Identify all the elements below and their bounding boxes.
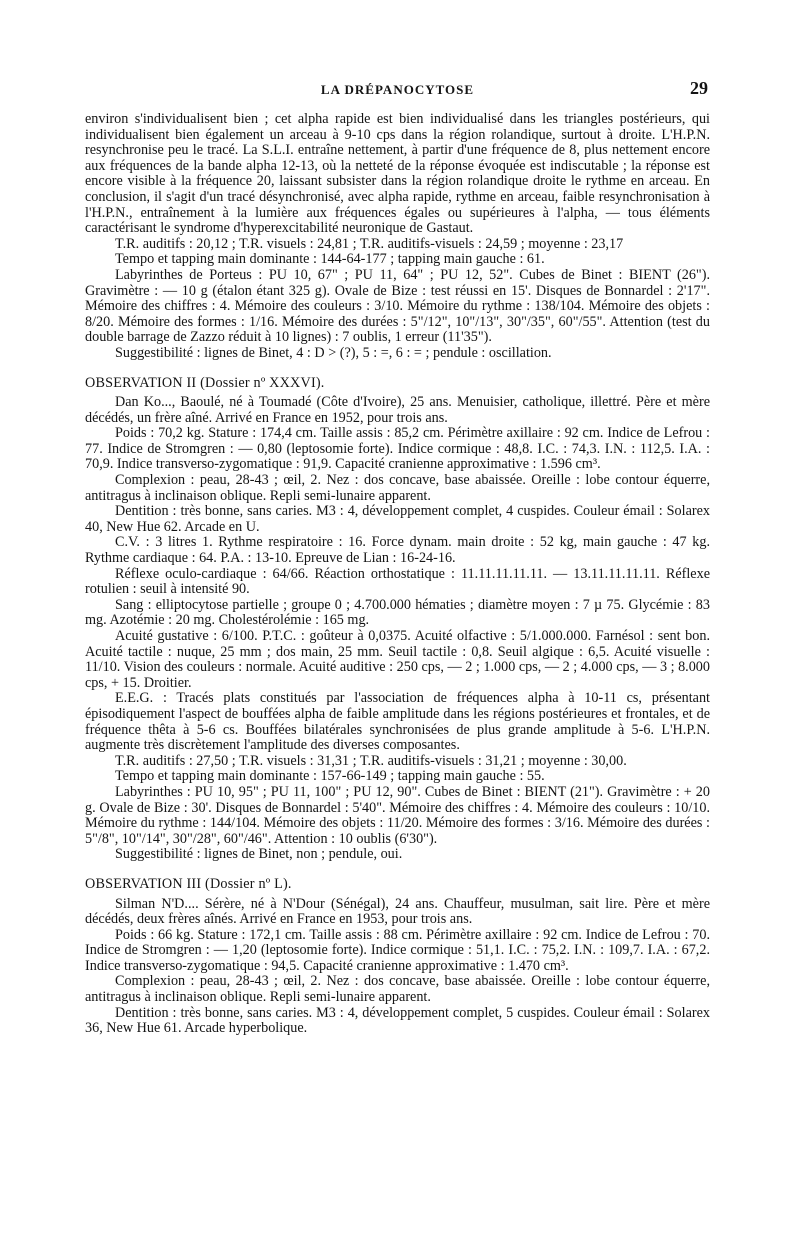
running-title: LA DRÉPANOCYTOSE <box>320 82 475 97</box>
paragraph: Suggestibilité : lignes de Binet, 4 : D > (?), 5 : =, 6 : = ; pendule : oscillation. <box>115 344 552 361</box>
running-header <box>85 78 710 104</box>
paragraph: Poids : 70,2 kg. Stature : 174,4 cm. Taille assis : 85,2 cm. Périmètre axillaire : 92 cm. Indice de Lefrou : 77. Indice de Stromgren : — 0,80 (leptosomie forte). Indice cormique : 48,8. I.C. : 74,3. I.N. : 112,5. I.A. : 70,9. Indice transverso-zygomatique : 91,9. Capacité cranienne approximative : 1.596 cm³. <box>85 425 710 473</box>
paragraph: Silman N'D.... Sérère, né à N'Dour (Sénégal), 24 ans. Chauffeur, musulman, sait lire. Père et mère décédés, deux frères aînés. Arrivé en France en 1953, pour trois ans. <box>85 895 710 928</box>
paragraph: environ s'individualisent bien ; cet alpha rapide est bien individualisé dans les triangles postérieurs, qui individualisent bien également un arceau à 9-10 cps dans la région rolandique, surtout à droite. L'H.P.N. resynchronise peu le tracé. La S.L.I. entraîne nettement, à partir d'une fréquence de 8, plus nettement encore aux fréquences de la bande alpha 12-13, où la netteté de la réponse évoquée est indiscutable ; la réponse est encore visible à la fréquence 20, laissant subsister dans la région rolandique droite le rythme en arceau. En conclusion, il s'agit d'un tracé désynchronisé, avec alpha rapide, rythme en arceau, faible resynchronisation à l'H.P.N., entraînement à la lumière aux fréquences égales ou supérieures à l'alpha, — tous éléments caractérisant le syndrome d'hyperexcitabilité neuronique de Gastaut. <box>85 111 710 237</box>
paragraph: Poids : 66 kg. Stature : 172,1 cm. Taille assis : 88 cm. Périmètre axillaire : 92 cm. Indice de Lefrou : 70. Indice de Stromgren : — 1,20 (leptosomie forte). Indice cormique : 51,1. I.C. : 75,2. I.N. : 109,7. I.A. : 67,2. Indice transverso-zygomatique : 94,5. Capacité cranienne approximative : 1.470 cm³. <box>85 926 710 974</box>
paragraph: Complexion : peau, 28-43 ; œil, 2. Nez : dos concave, base abaissée. Oreille : lobe contour équerre, antitragus à inclinaison oblique. Repli semi-lunaire apparent. <box>85 973 710 1006</box>
paragraph: E.E.G. : Tracés plats constitués par l'association de fréquences alpha à 10-11 cs, présentant épisodiquement l'aspect de bouffées alpha de faible amplitude dans les régions postérieures et frontales, et de fréquence thêta à 5-6 cs. Bouffées bilatérales synchronisées de plus grande amplitude à 5-6. L'H.P.N. augmente très discrètement l'amplitude des diverses composantes. <box>85 690 710 754</box>
section-heading: OBSERVATION III (Dossier nº L). <box>85 875 292 892</box>
paragraph: T.R. auditifs : 20,12 ; T.R. visuels : 24,81 ; T.R. auditifs-visuels : 24,59 ; moyenne : 23,17 <box>115 235 624 252</box>
paragraph: Dentition : très bonne, sans caries. M3 : 4, développement complet, 5 cuspides. Couleur émail : Solarex 36, New Hue 61. Arcade hyperbolique. <box>85 1004 710 1037</box>
book-page <box>85 78 710 1037</box>
paragraph: Complexion : peau, 28-43 ; œil, 2. Nez : dos concave, base abaissée. Oreille : lobe contour équerre, antitragus à inclinaison oblique. Repli semi-lunaire apparent. <box>85 472 710 504</box>
paragraph: Acuité gustative : 6/100. P.T.C. : goûteur à 0,0375. Acuité olfactive : 5/1.000.000. Farnésol : sent bon. Acuité tactile : nuque, 25 mm ; dos main, 25 mm. Seuil tactile : 0,8. Seuil algique : 6,5. Acuité visuelle : 11/10. Vision des couleurs : normale. Acuité auditive : 250 cps, — 2 ; 1.000 cps, — 2 ; 4.000 cps, — 3 ; 8.000 cps, + 15. Droitier. <box>85 628 710 691</box>
paragraph: T.R. auditifs : 27,50 ; T.R. visuels : 31,31 ; T.R. auditifs-visuels : 31,21 ; moyenne : 30,00. <box>115 752 627 769</box>
paragraph: C.V. : 3 litres 1. Rythme respiratoire : 16. Force dynam. main droite : 52 kg, main gauche : 47 kg. Rythme cardiaque : 64. P.A. : 13-10. Epreuve de Lian : 16-24-16. <box>85 534 710 567</box>
paragraph: Dan Ko..., Baoulé, né à Toumadé (Côte d'Ivoire), 25 ans. Menuisier, catholique, illettré. Père et mère décédés, un frère aîné. Arrivé en France en 1952, pour trois ans. <box>85 394 710 426</box>
continued-observation <box>85 112 710 362</box>
paragraph: Tempo et tapping main dominante : 157-66-149 ; tapping main gauche : 55. <box>115 768 545 785</box>
paragraph: Tempo et tapping main dominante : 144-64-177 ; tapping main gauche : 61. <box>115 251 545 268</box>
page-number: 29 <box>690 78 708 98</box>
paragraph: Dentition : très bonne, sans caries. M3 : 4, développement complet, 4 cuspides. Couleur émail : Solarex 40, New Hue 62. Arcade en U. <box>85 503 710 535</box>
paragraph: Réflexe oculo-cardiaque : 64/66. Réaction orthostatique : 11.11.11.11.11. — 13.11.11.11.11. Réflexe rotulien : seuil à intensité 90. <box>85 565 710 598</box>
paragraph: Labyrinthes : PU 10, 95" ; PU 11, 100" ; PU 12, 90". Cubes de Binet : BIENT (21"). Gravimètre : + 20 g. Ovale de Bize : 30'. Disques de Bonnardel : 5'40". Mémoire des chiffres : 4. Mémoire des couleurs : 10/10. Mémoire du rythme : 144/104. Mémoire des objets : 11/20. Mémoire des formes : 3/16. Mémoire des durées : 5"/8", 10"/14", 30"/28", 60"/46". Attention : 10 oublis (6'30"). <box>85 783 710 847</box>
paragraph: Sang : elliptocytose partielle ; groupe 0 ; 4.700.000 hématies ; diamètre moyen : 7 µ 75. Glycémie : 83 mg. Azotémie : 20 mg. Cholestérolémie : 165 mg. <box>85 596 710 629</box>
section-heading: OBSERVATION II (Dossier nº XXXVI). <box>85 374 325 391</box>
observation-2 <box>85 376 710 863</box>
paragraph: Suggestibilité : lignes de Binet, non ; pendule, oui. <box>115 846 403 863</box>
observation-3 <box>85 877 710 1037</box>
paragraph: Labyrinthes de Porteus : PU 10, 67" ; PU 11, 64" ; PU 12, 52". Cubes de Binet : BIENT (26"). Gravimètre : — 10 g (étalon étant 325 g). Ovale de Bize : test réussi en 15'. Disques de Bonnardel : 2'17". Mémoire des chiffres : 4. Mémoire des couleurs : 3/10. Mémoire du rythme : 138/104. Mémoire des objets : 8/20. Mémoire des formes : 1/16. Mémoire des durées : 5"/12", 10"/13", 30"/35", 60"/55". Attention (test du double barrage de Zazzo réduit à 10 lignes) : 7 oublis, 1 erreur (11'35"). <box>85 266 710 346</box>
